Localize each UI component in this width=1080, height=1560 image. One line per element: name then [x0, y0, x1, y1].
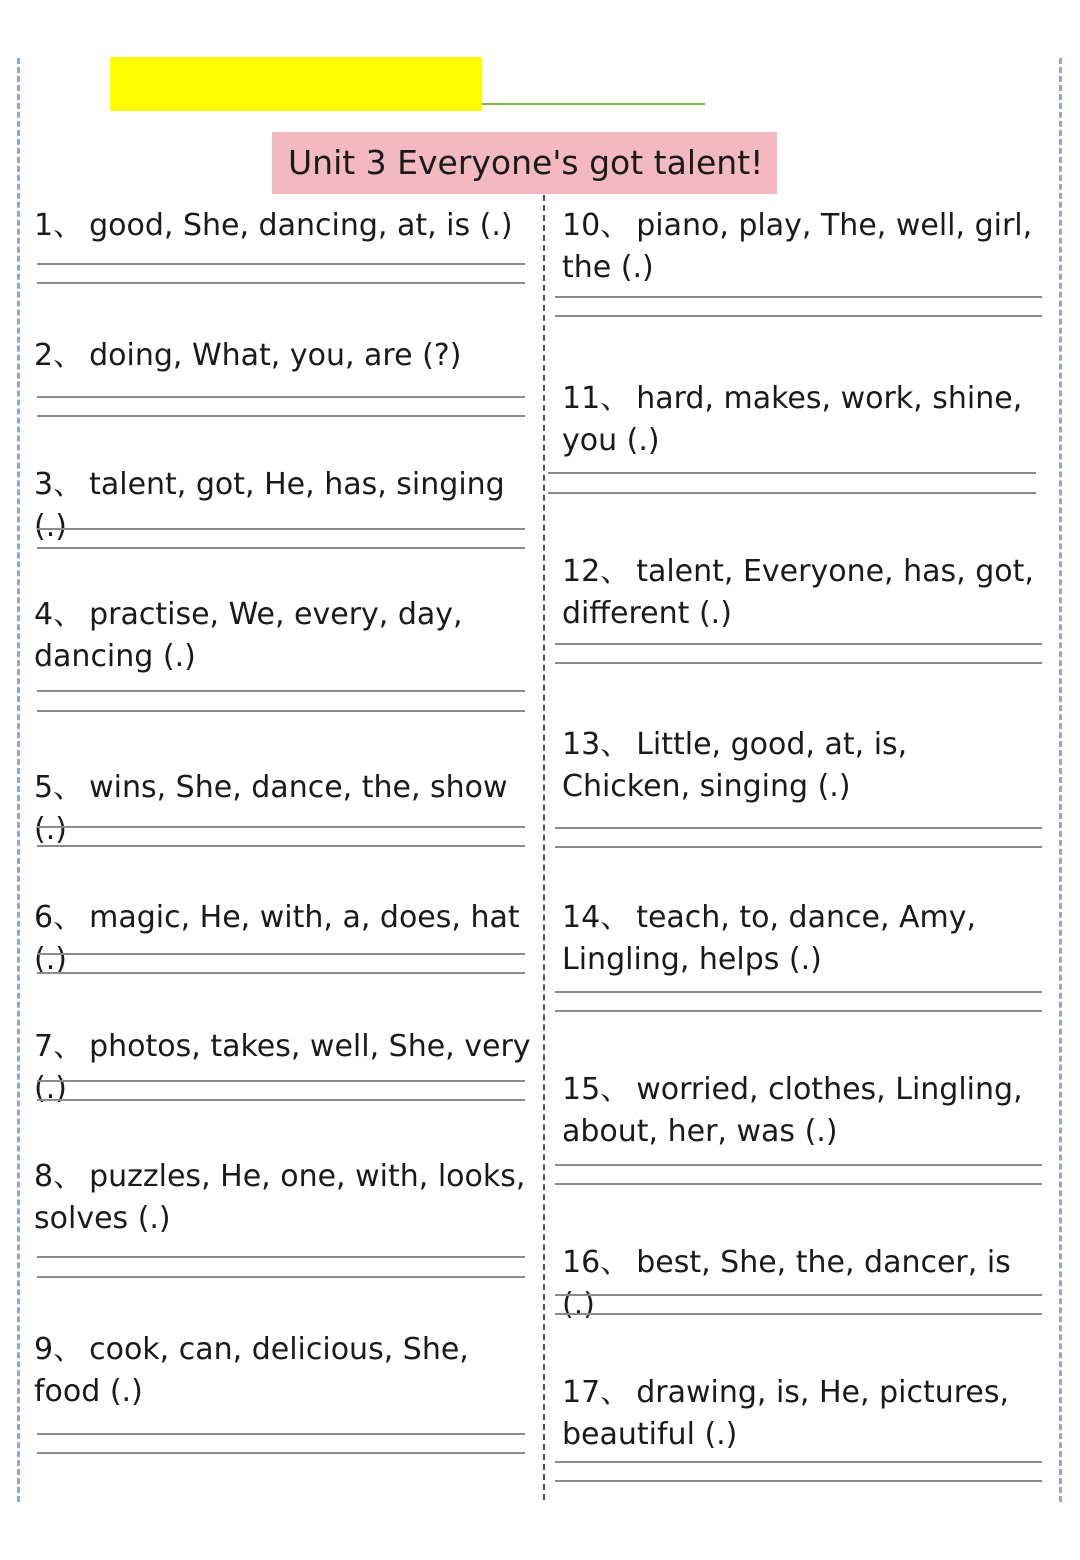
answer-line[interactable]: [555, 1313, 1042, 1315]
question-number: 13、: [562, 727, 631, 762]
answer-line[interactable]: [555, 846, 1042, 848]
question-number: 4、: [34, 597, 84, 632]
question-17: [562, 1372, 1042, 1456]
answer-line[interactable]: [37, 1433, 525, 1435]
answer-line[interactable]: [555, 827, 1042, 829]
question-8: [34, 1156, 544, 1240]
question-4: [34, 594, 544, 678]
answer-line[interactable]: [548, 492, 1036, 494]
answer-line[interactable]: [37, 547, 525, 549]
question-number: 12、: [562, 554, 631, 589]
question-13: [562, 724, 1042, 808]
question-3: [34, 464, 544, 548]
answer-line[interactable]: [555, 991, 1042, 993]
question-text: cook, can, delicious, She, food (.): [34, 1332, 469, 1409]
question-10: [562, 205, 1042, 289]
question-2: [34, 335, 544, 377]
answer-line[interactable]: [37, 690, 525, 692]
page-border-right: [1059, 58, 1062, 1502]
question-text: magic, He, with, a, does, hat (.): [34, 900, 520, 977]
answer-line[interactable]: [37, 845, 525, 847]
question-5: [34, 767, 544, 851]
answer-line[interactable]: [37, 1256, 525, 1258]
question-12: [562, 551, 1042, 635]
answer-line[interactable]: [37, 1276, 525, 1278]
question-text: piano, play, The, well, girl, the (.): [562, 208, 1033, 285]
name-underline: [482, 103, 705, 105]
question-15: [562, 1069, 1042, 1153]
question-text: hard, makes, work, shine, you (.): [562, 381, 1023, 458]
question-text: good, She, dancing, at, is (.): [89, 208, 513, 243]
page-border-left: [17, 58, 20, 1502]
question-9: [34, 1329, 544, 1413]
answer-line[interactable]: [37, 1080, 525, 1082]
question-text: worried, clothes, Lingling, about, her, was (.): [562, 1072, 1023, 1149]
answer-line[interactable]: [555, 1164, 1042, 1166]
question-11: [562, 378, 1042, 462]
question-number: 9、: [34, 1332, 84, 1367]
question-text: practise, We, every, day, dancing (.): [34, 597, 463, 674]
question-text: doing, What, you, are (?): [89, 338, 462, 373]
question-7: [34, 1026, 544, 1110]
question-number: 3、: [34, 467, 84, 502]
question-text: talent, Everyone, has, got, different (.): [562, 554, 1034, 631]
answer-line[interactable]: [548, 472, 1036, 474]
question-number: 2、: [34, 338, 84, 373]
question-text: talent, got, He, has, singing (.): [34, 467, 505, 544]
page-title: Unit 3 Everyone's got talent!: [272, 132, 777, 194]
question-text: wins, She, dance, the, show (.): [34, 770, 508, 847]
answer-line[interactable]: [555, 1480, 1042, 1482]
answer-line[interactable]: [555, 315, 1042, 317]
answer-line[interactable]: [37, 1099, 525, 1101]
question-number: 17、: [562, 1375, 631, 1410]
question-text: teach, to, dance, Amy, Lingling, helps (.): [562, 900, 977, 977]
answer-line[interactable]: [37, 282, 525, 284]
answer-line[interactable]: [37, 710, 525, 712]
question-14: [562, 897, 1042, 981]
question-number: 15、: [562, 1072, 631, 1107]
answer-line[interactable]: [37, 826, 525, 828]
answer-line[interactable]: [37, 972, 525, 974]
answer-line[interactable]: [37, 1452, 525, 1454]
question-number: 8、: [34, 1159, 84, 1194]
answer-line[interactable]: [555, 1010, 1042, 1012]
question-number: 7、: [34, 1029, 84, 1064]
question-text: drawing, is, He, pictures, beautiful (.): [562, 1375, 1010, 1452]
answer-line[interactable]: [555, 296, 1042, 298]
question-text: Little, good, at, is, Chicken, singing (.): [562, 727, 908, 804]
question-number: 5、: [34, 770, 84, 805]
question-text: puzzles, He, one, with, looks, solves (.): [34, 1159, 526, 1236]
answer-line[interactable]: [555, 1183, 1042, 1185]
name-highlight-box: [110, 57, 482, 111]
question-text: photos, takes, well, She, very (.): [34, 1029, 531, 1106]
question-text: best, She, the, dancer, is (.): [562, 1245, 1011, 1322]
question-number: 14、: [562, 900, 631, 935]
answer-line[interactable]: [37, 396, 525, 398]
answer-line[interactable]: [555, 1461, 1042, 1463]
question-number: 11、: [562, 381, 631, 416]
answer-line[interactable]: [555, 662, 1042, 664]
answer-line[interactable]: [37, 528, 525, 530]
answer-line[interactable]: [555, 1294, 1042, 1296]
answer-line[interactable]: [37, 953, 525, 955]
question-number: 16、: [562, 1245, 631, 1280]
question-number: 1、: [34, 208, 84, 243]
answer-line[interactable]: [37, 415, 525, 417]
question-1: [34, 205, 544, 247]
question-6: [34, 897, 544, 981]
answer-line[interactable]: [555, 643, 1042, 645]
question-number: 6、: [34, 900, 84, 935]
question-number: 10、: [562, 208, 631, 243]
answer-line[interactable]: [37, 263, 525, 265]
